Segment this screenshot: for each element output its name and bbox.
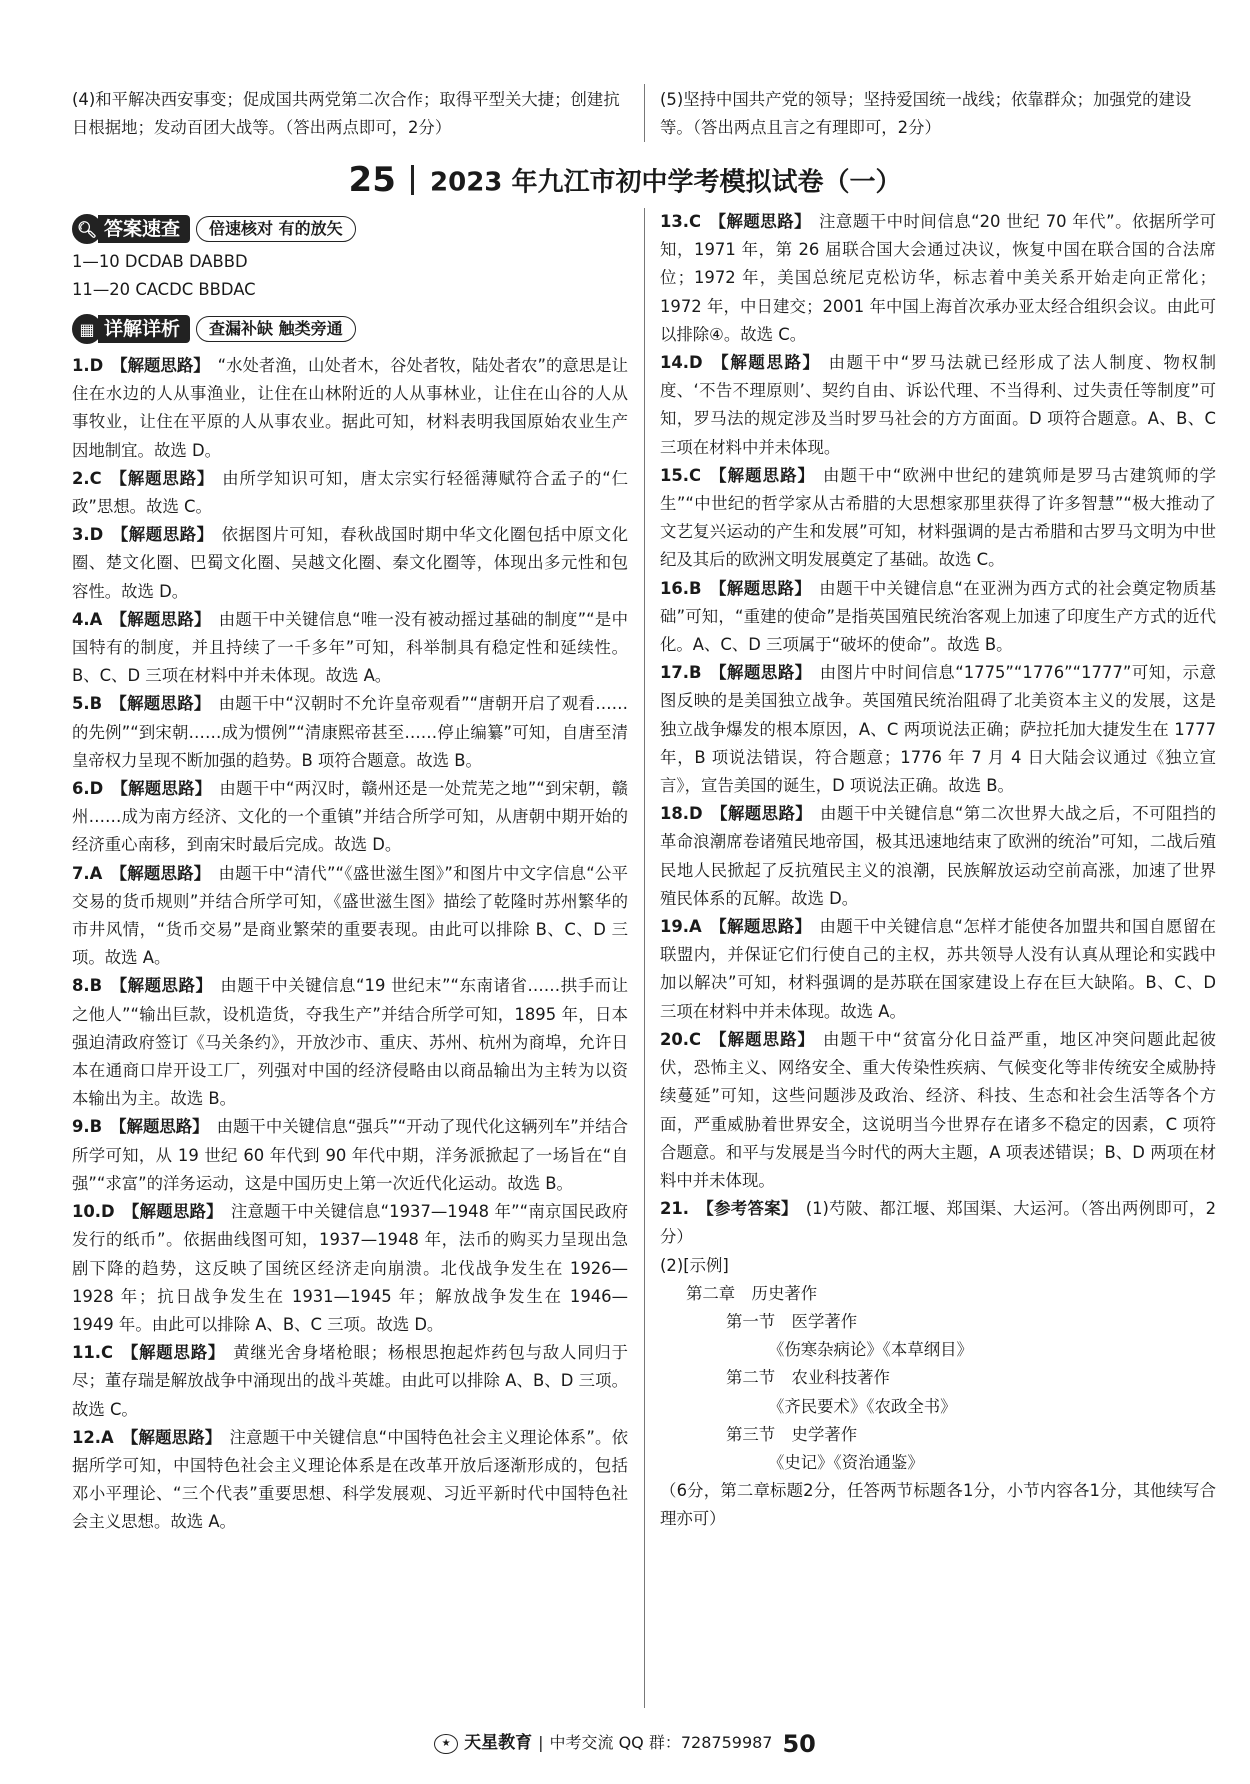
section-title: 第二节 农业科技著作 <box>726 1368 890 1388</box>
explanation-item: 7.A 【解题思路】 由题干中“清代”“《盛世滋生图》”和图片中文字信息“公平交易的货币规则”并结合所学可知，《盛世滋生图》描绘了乾隆时苏州繁华的市井风情，“货币交易”是商业繁荣的重要表现。由此可以排除 B、C、D 三项。故选 A。 <box>72 863 629 968</box>
detailed-analysis-badge <box>72 314 356 344</box>
explanation-item: 15.C 【解题思路】 由题干中“欧洲中世纪的建筑师是罗马古建筑师的学生”“中世纪的哲学家从古希腊的大思想家那里获得了许多智慧”“极大推动了文艺复兴运动的产生和发展”可知，材料强调的是古希腊和古罗马文明为中世纪及其后的欧洲文明发展奠定了基础。故选 C。 <box>660 465 1216 570</box>
magnifier-icon: 🔍︎ <box>72 214 102 244</box>
badge-subtitle: 倍速核对 有的放矢 <box>196 216 356 242</box>
section-content: 《伤寒杂病论》《本草纲目》 <box>768 1340 973 1360</box>
exam-title <box>0 160 1250 200</box>
answer-quick-check-badge <box>72 214 356 244</box>
explanation-item: 3.D 【解题思路】 依据图片可知，春秋战国时期中华文化圈包括中原文化圈、楚文化圈、巴蜀文化圈、吴越文化圈、秦文化圈等，体现出多元性和包容性。故选 D。 <box>72 525 629 601</box>
explanation-item: 9.B 【解题思路】 由题干中关键信息“强兵”“开动了现代化这辆列车”并结合所学可知，从 19 世纪 60 年代到 90 年代中期，洋务派掀起了一场旨在“自强”“求富”的洋务运动，这是中国历史上第一次近代化运动。故选 B。 <box>72 1117 629 1193</box>
explanation-item: 4.A 【解题思路】 由题干中关键信息“唯一没有被动摇过基础的制度”“是中国特有的制度，并且持续了一千多年”可知，科举制具有稳定性和延续性。B、C、D 三项在材料中并未体现。故选 A。 <box>72 609 629 686</box>
title-divider <box>411 165 414 195</box>
explanation-item: 10.D 【解题思路】 注意题干中关键信息“1937—1948 年”“南京国民政府发行的纸币”。依据曲线图可知，1937—1948 年，法币的购买力呈现出急剧下降的趋势，这反映了国统区经济走向崩溃。北伐战争发生在 1926—1928 年；抗日战争发生在 1931—1945 年；解放战争发生在 1946—1949 年。由此可以排除 A、B、C 三项。故选 D。 <box>72 1202 629 1334</box>
explanation-item: 17.B 【解题思路】 由图片中时间信息“1775”“1776”“1777”可知，示意图反映的是美国独立战争。英国殖民统治阻碍了北美资本主义的发展，这是独立战争爆发的根本原因，A、C 两项说法正确；萨拉托加大捷发生在 1777 年，B 项说法错误，符合题意；1776 年 7 月 4 日大陆会议通过《独立宣言》，宣告美国的诞生，D 项说法正确。故选 B。 <box>660 663 1217 796</box>
explanation-item: 13.C 【解题思路】 注意题干中时间信息“20 世纪 70 年代”。依据所学可知，1971 年，第 26 届联合国大会通过决议，恢复中国在联合国的合法席位；1972 年，美国总统尼克松访华，标志着中美关系开始走向正常化；1972 年，中日建交；2001 年中国上海首次承办亚太经合组织会议。由此可以排除④。故选 C。 <box>660 212 1217 344</box>
section-content: 《齐民要术》《农政全书》 <box>768 1396 957 1416</box>
explanation-item: 6.D 【解题思路】 由题干中“两汉时，赣州还是一处荒芜之地”“到宋朝，赣州……成为南方经济、文化的一个重镇”并结合所学可知，从唐朝中期开始的经济重心南移，到南宋时最后完成。故选 D。 <box>72 779 628 855</box>
section-title: 第三节 史学著作 <box>726 1424 858 1444</box>
badge-title: 答案速查 <box>98 215 190 243</box>
answer-line: 11—20 CACDC BBDAC <box>72 280 256 299</box>
clipboard-icon: ▦ <box>72 314 102 344</box>
explanation-item: 5.B 【解题思路】 由题干中“汉朝时不允许皇帝观看”“唐朝开启了观看……的先例”“到宋朝……成为惯例”“清康熙帝甚至……停止编纂”可知，自唐至清皇帝权力呈现不断加强的趋势。B 项符合题意。故选 B。 <box>72 694 628 770</box>
brand-name: 天星教育 <box>464 1733 533 1753</box>
scoring-note: （6分，第二章标题2分，任答两节标题各1分，小节内容各1分，其他续写合理亦可） <box>660 1481 1216 1529</box>
right-column <box>660 208 1216 1534</box>
explanation-item: 14.D 【解题思路】 由题干中“罗马法就已经形成了法人制度、物权制度、‘不告不理原则’、契约自由、诉讼代理、不当得利、过失责任等制度”可知，罗马法的规定涉及当时罗马社会的方方面面。D 项符合题意。A、B、C 三项在材料中并未体现。 <box>660 353 1216 457</box>
exam-number: 25 <box>348 160 396 200</box>
badge-title: 详解详析 <box>98 315 190 343</box>
section-title: 第一节 医学著作 <box>726 1311 858 1331</box>
qq-group: 中考交流 QQ 群：728759987 <box>549 1733 773 1752</box>
reference-answer-21: 21. 【参考答案】 (1)芍陂、都江堰、郑国渠、大运河。（答出两例即可，2分） <box>660 1199 1216 1247</box>
page-number: 50 <box>782 1729 816 1758</box>
explanation-item: 18.D 【解题思路】 由题干中关键信息“第二次世界大战之后，不可阻挡的革命浪潮席卷诸殖民地帝国，极其迅速地结束了欧洲的统治”可知，二战后殖民地人民掀起了反抗殖民主义的浪潮，民族解放运动空前高涨，加速了世界殖民体系的瓦解。故选 D。 <box>660 804 1216 908</box>
answer-key <box>72 248 628 304</box>
column-divider <box>644 208 645 1708</box>
answer-line: 1—10 DCDAB DABBD <box>72 252 248 271</box>
chapter-heading: 第二章 历史著作 <box>686 1283 818 1303</box>
page-footer: ★ 天星教育 | 中考交流 QQ 群：728759987 50 <box>0 1728 1250 1758</box>
explanation-item: 20.C 【解题思路】 由题干中“贫富分化日益严重，地区冲突问题此起彼伏，恐怖主义、网络安全、重大传染性疾病、气候变化等非传统安全威胁持续蔓延”可知，这些问题涉及政治、经济、科技、生态和社会生活等各个方面，严重威胁着世界安全，这说明当今世界存在诸多不稳定的因素，C 项符合题意。和平与发展是当今时代的两大主题，A 项表述错误；B、D 两项在材料中并未体现。 <box>660 1029 1216 1190</box>
top-right-answer: (5)坚持中国共产党的领导；坚持爱国统一战线；依靠群众；加强党的建设等。（答出两点且言之有理即可，2分） <box>660 90 1192 138</box>
section-content: 《史记》《资治通鉴》 <box>768 1452 924 1472</box>
star-logo-icon: ★ <box>434 1734 458 1754</box>
explanation-item: 12.A 【解题思路】 注意题干中关键信息“中国特色社会主义理论体系”。依据所学可知，中国特色社会主义理论体系是在改革开放后逐渐形成的，包括邓小平理论、“三个代表”重要思想、科学发展观、习近平新时代中国特色社会主义思想。故选 A。 <box>72 1427 629 1532</box>
left-column <box>72 352 628 1537</box>
explanation-item: 1.D 【解题思路】 “水处者渔，山处者木，谷处者牧，陆处者农”的意思是让住在水边的人从事渔业，让住在山林附近的人从事林业，让住在山谷的人从事牧业，让住在平原的人从事农业。据此可知，材料表明我国原始农业生产因地制宜。故选 D。 <box>72 356 629 460</box>
explanation-item: 19.A 【解题思路】 由题干中关键信息“怎样才能使各加盟共和国自愿留在联盟内，并保证它们行使自己的主权，苏共领导人没有认真从理论和实践中加以解决”可知，材料强调的是苏联在国家建设上存在巨大缺陷。B、C、D 三项在材料中并未体现。故选 A。 <box>660 917 1216 1021</box>
explanation-item: 16.B 【解题思路】 由题干中关键信息“在亚洲为西方式的社会奠定物质基础”可知，“重建的使命”是指英国殖民统治客观上加速了印度生产方式的近代化。A、C、D 三项属于“破坏的使命”。故选 B。 <box>660 578 1216 655</box>
explanation-item: 2.C 【解题思路】 由所学知识可知，唐太宗实行轻徭薄赋符合孟子的“仁政”思想。故选 C。 <box>72 468 628 517</box>
q21-part2: (2)[示例] <box>660 1255 729 1275</box>
badge-subtitle: 查漏补缺 触类旁通 <box>196 316 356 342</box>
explanation-item: 8.B 【解题思路】 由题干中关键信息“19 世纪末”“东南诸省……拱手而让之他人”“输出巨款，设机造货，夺我生产”并结合所学可知，1895 年，日本强迫清政府签订《马关条约》，开放沙市、重庆、苏州、杭州为商埠，允许日本在通商口岸开设工厂，列强对中国的经济侵略由以商品输出为主转为以资本输出为主。故选 B。 <box>72 976 629 1109</box>
explanation-item: 11.C 【解题思路】 黄继光舍身堵枪眼；杨根思抱起炸药包与敌人同归于尽；董存瑞是解放战争中涌现出的战斗英雄。由此可以排除 A、B、D 三项。故选 C。 <box>72 1343 629 1419</box>
exam-title-text: 2023 年九江市初中学考模拟试卷（一） <box>430 167 902 198</box>
top-column-divider <box>644 84 645 142</box>
top-left-answer: (4)和平解决西安事变；促成国共两党第二次合作；取得平型关大捷；创建抗日根据地；发动百团大战等。（答出两点即可，2分） <box>72 90 620 138</box>
